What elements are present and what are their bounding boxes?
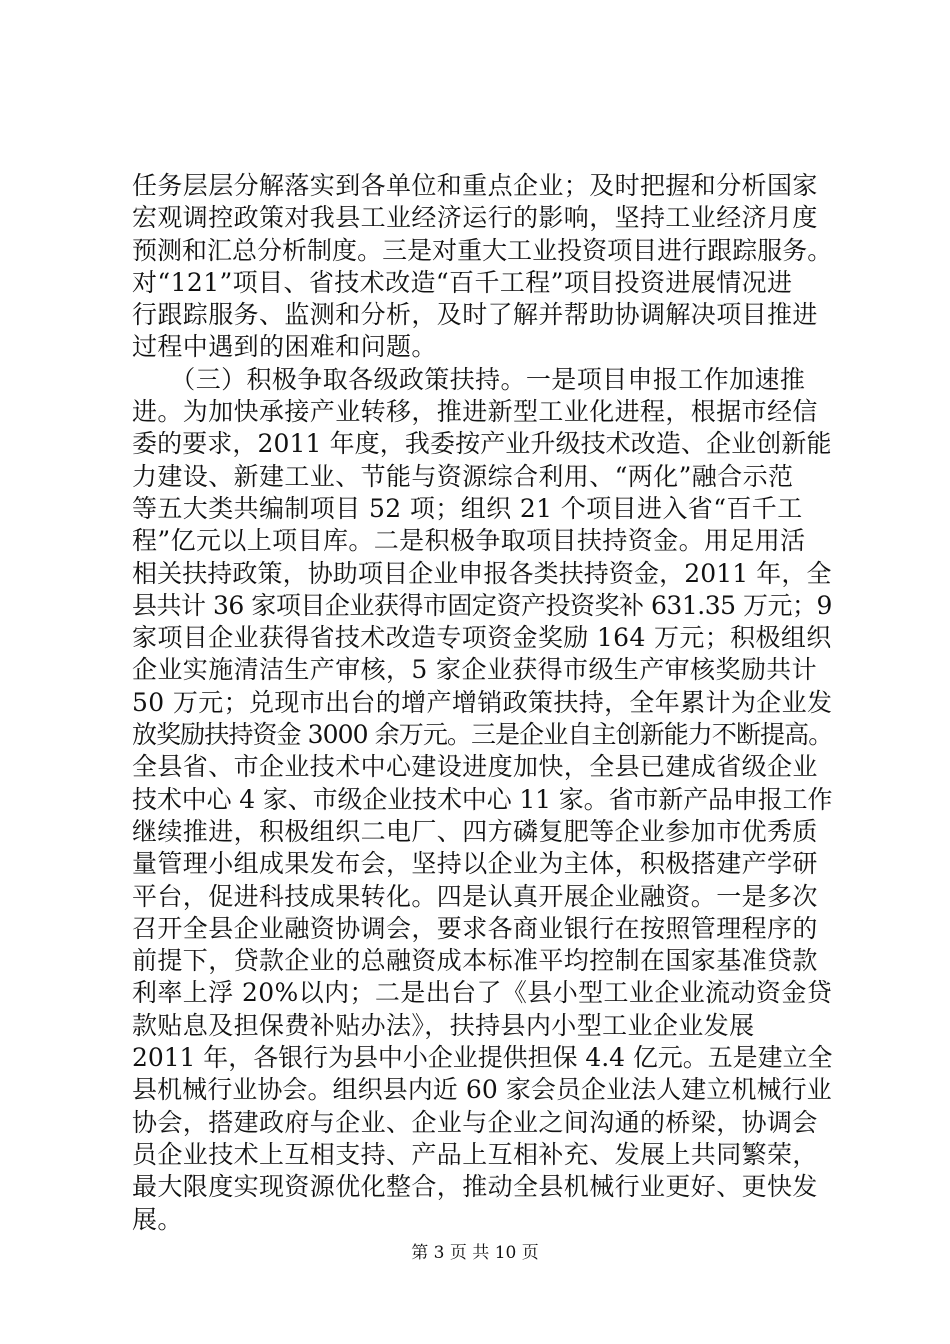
text-line: 全县省、市企业技术中心建设进度加快，全县已建成省级企业 [132,752,818,782]
text-line: 最大限度实现资源优化整合，推动全县机械行业更好、更快发 [132,1172,818,1202]
text-line: 继续推进，积极组织二电厂、四方磷复肥等企业参加市优秀质 [132,816,818,846]
text-line: 召开全县企业融资协调会，要求各商业银行在按照管理程序的 [132,913,818,943]
text-line: 协会，搭建政府与企业、企业与企业之间沟通的桥梁，协调会 [132,1107,818,1137]
text-line: 委的要求，2011 年度，我委按产业升级技术改造、企业创新能 [132,429,832,459]
text-line: 进。为加快承接产业转移，推进新型工业化进程，根据市经信 [132,397,818,427]
text-line: 企业实施清洁生产审核，5 家企业获得市级生产审核奖励共计 [132,655,818,685]
text-line: 平台，促进科技成果转化。四是认真开展企业融资。一是多次 [132,881,818,911]
text-line: 量管理小组成果发布会，坚持以企业为主体，积极搭建产学研 [132,849,818,879]
body-text [132,170,832,1236]
text-line: 预测和汇总分析制度。三是对重大工业投资项目进行跟踪服务。 [132,235,833,265]
text-line: 任务层层分解落实到各单位和重点企业；及时把握和分析国家 [132,171,818,200]
text-line: 过程中遇到的困难和问题。 [132,332,437,362]
text-line: 放奖励扶持资金 3000 余万元。三是企业自主创新能力不断提高。 [132,720,833,750]
text-line: 利率上浮 20%以内；二是出台了《县小型工业企业流动资金贷 [132,978,833,1008]
text-line: 员企业技术上互相支持、产品上互相补充、发展上共同繁荣， [132,1139,818,1169]
text-line: 力建设、新建工业、节能与资源综合利用、“两化”融合示范 [132,461,794,491]
text-line: 县机械行业协会。组织县内近 60 家会员企业法人建立机械行业 [132,1075,832,1105]
text-line: 展。 [132,1204,183,1234]
text-line: 宏观调控政策对我县工业经济运行的影响，坚持工业经济月度 [132,203,818,233]
text-line: 县共计 36 家项目企业获得市固定资产投资奖补 631.35 万元；9 [132,590,832,620]
text-line: 50 万元；兑现市出台的增产增销政策扶持，全年累计为企业发 [132,687,833,717]
text-line: （三）积极争取各级政策扶持。一是项目申报工作加速推 [132,364,806,394]
text-line: 对“121”项目、省技术改造“百千工程”项目投资进展情况进 [132,267,793,297]
text-line: 技术中心 4 家、市级企业技术中心 11 家。省市新产品申报工作 [132,784,833,814]
text-line: 程”亿元以上项目库。二是积极争取项目扶持资金。用足用活 [132,526,806,556]
text-line: 款贴息及担保费补贴办法》，扶持县内小型工业企业发展 [132,1010,755,1040]
page-footer: 第 3 页 共 10 页 [411,1243,539,1263]
text-line: 行跟踪服务、监测和分析，及时了解并帮助协调解决项目推进 [132,300,818,330]
text-line: 2011 年，各银行为县中小企业提供担保 4.4 亿元。五是建立全 [132,1043,833,1073]
text-line: 等五大类共编制项目 52 项；组织 21 个项目进入省“百千工 [132,493,803,523]
text-line: 相关扶持政策，协助项目企业申报各类扶持资金，2011 年，全 [132,558,832,588]
text-line: 家项目企业获得省技术改造专项资金奖励 164 万元；积极组织 [132,623,832,653]
text-line: 前提下，贷款企业的总融资成本标准平均控制在国家基准贷款 [132,946,818,976]
